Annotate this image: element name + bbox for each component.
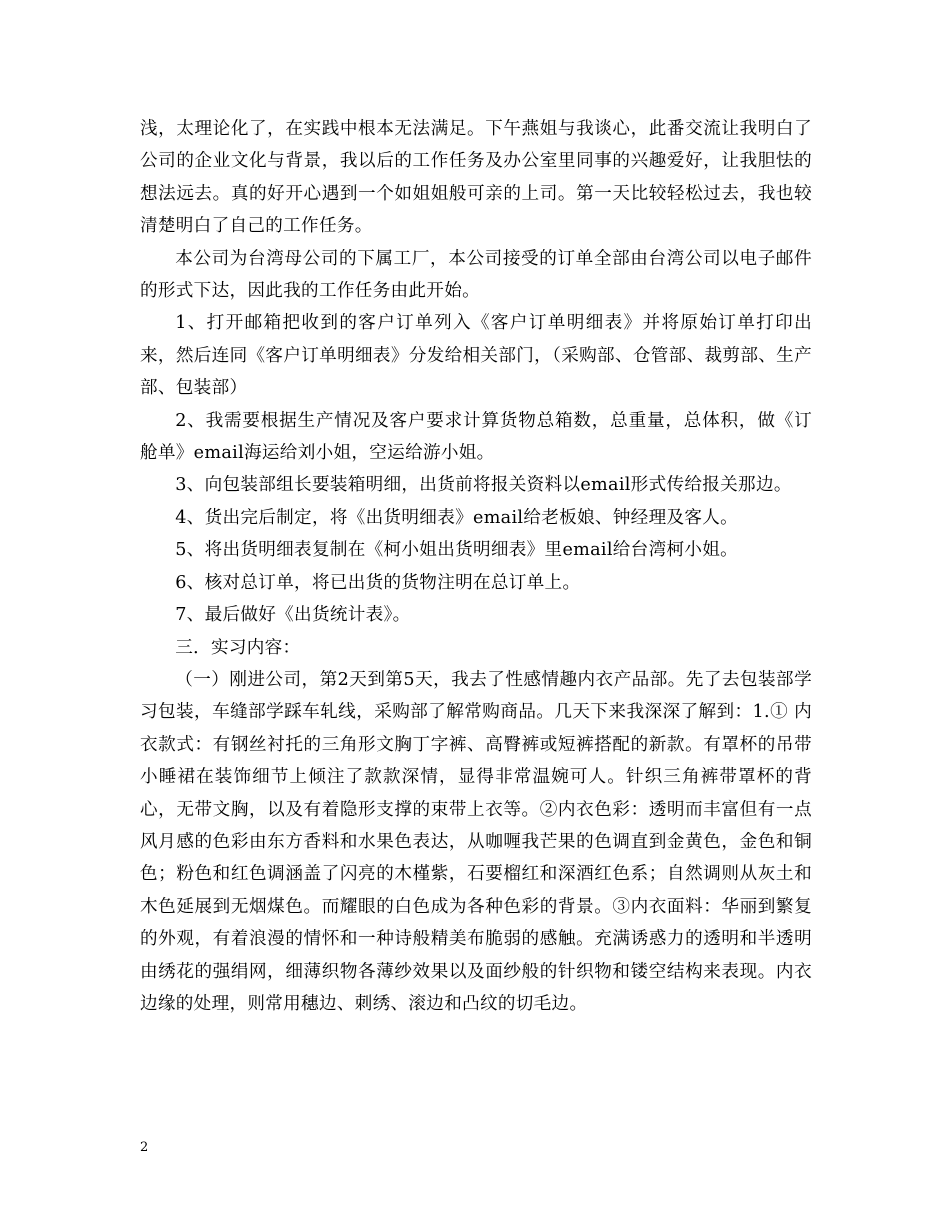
list-item: 2、我需要根据生产情况及客户要求计算货物总箱数，总重量，总体积，做《订舱单》email海运给刘小姐，空运给游小姐。 <box>140 410 812 464</box>
page-number: 2 <box>140 1140 149 1155</box>
paragraph: 本公司为台湾母公司的下属工厂，本公司接受的订单全部由台湾公司以电子邮件的形式下达，因此我的工作任务由此开始。 <box>140 248 812 302</box>
list-item: 5、将出货明细表复制在《柯小姐出货明细表》里email给台湾柯小姐。 <box>175 540 739 561</box>
list-item: 7、最后做好《出货统计表》。 <box>175 605 411 626</box>
list-item: 1、打开邮箱把收到的客户订单列入《客户订单明细表》并将原始订单打印出来，然后连同《客户订单明细表》分发给相关部门，（采购部、仓管部、裁剪部、生产部、包装部） <box>140 313 812 399</box>
paragraph: 浅，太理论化了，在实践中根本无法满足。下午燕姐与我谈心，此番交流让我明白了公司的企业文化与背景，我以后的工作任务及办公室里同事的兴趣爱好，让我胆怯的想法远去。真的好开心遇到一个如姐姐般可亲的上司。第一天比较轻松过去，我也较清楚明白了自己的工作任务。 <box>140 119 812 237</box>
list-item: 3、向包装部组长要装箱明细，出货前将报关资料以email形式传给报关那边。 <box>175 475 792 496</box>
section-heading: 三．实习内容： <box>175 637 301 658</box>
paragraph: （一）刚进公司，第2天到第5天，我去了性感情趣内衣产品部。先了去包装部学习包装，车缝部学踩车轧线，采购部了解常购商品。几天下来我深深了解到：1.① 内衣款式：有钢丝衬托的三角形文胸丁字裤、高臀裤或短裤搭配的新款。有罩杯的吊带小睡裙在装饰细节上倾注了款款深情，显得非常温婉可人。针织三角裤带罩杯的背心，无带文胸，以及有着隐形支撑的束带上衣等。②内衣色彩：透明而丰富但有一点风月感的色彩由东方香料和水果色表达，从咖喱我芒果的色调直到金黄色，金色和铜色；粉色和红色调涵盖了闪亮的木槿紫，石要榴红和深酒红色系；自然调则从灰土和木色延展到无烟煤色。而耀眼的白色成为各种色彩的背景。③内衣面料：华丽到繁复的外观，有着浪漫的情怀和一种诗般精美布脆弱的感触。充满诱惑力的透明和半透明由绣花的强绢网，细薄织物各薄纱效果以及面纱般的针织物和镂空结构来表现。内衣边缘的处理，则常用穗边、刺绣、滚边和凸纹的切毛边。 <box>140 669 812 1014</box>
list-item: 4、货出完后制定，将《出货明细表》email给老板娘、钟经理及客人。 <box>175 507 739 528</box>
document-body <box>140 113 812 1020</box>
list-item: 6、核对总订单，将已出货的货物注明在总订单上。 <box>175 572 581 593</box>
